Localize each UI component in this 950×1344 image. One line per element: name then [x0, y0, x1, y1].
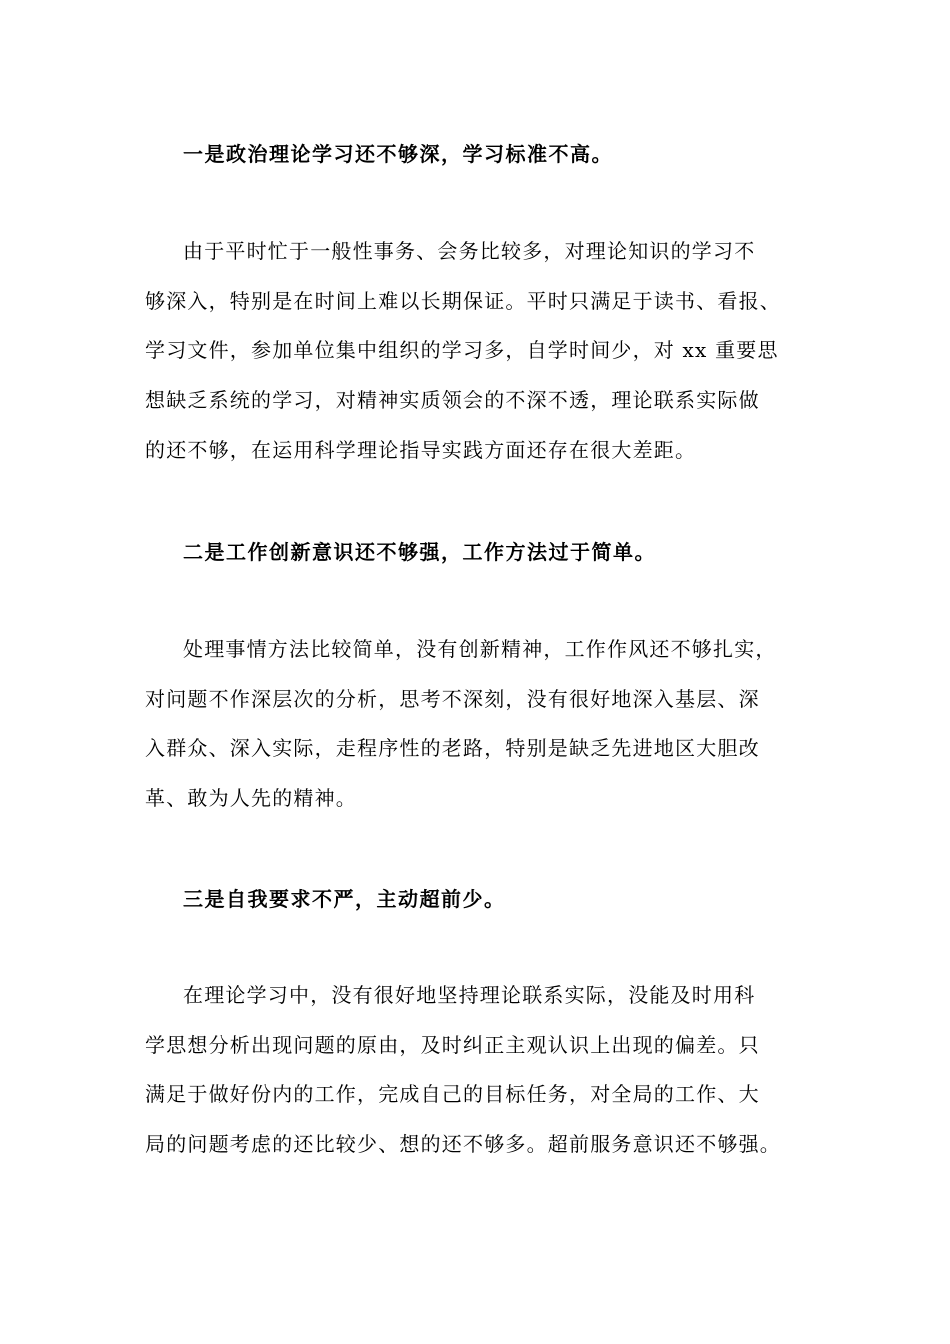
paragraph-line: 局的问题考虑的还比较少、想的还不够多。超前服务意识还不够强。 — [145, 1132, 781, 1157]
section-paragraph-2 — [145, 625, 845, 824]
paragraph-line: 满足于做好份内的工作，完成自己的目标任务，对全局的工作、大 — [145, 1082, 760, 1107]
section-heading-1: 一是政治理论学习还不够深，学习标准不高。 — [183, 142, 613, 166]
paragraph-line: 学习文件，参加单位集中组织的学习多，自学时间少，对 xx 重要思 — [145, 338, 779, 363]
paragraph-line: 想缺乏系统的学习，对精神实质领会的不深不透，理论联系实际做 — [145, 388, 760, 413]
paragraph-line: 革、敢为人先的精神。 — [145, 786, 357, 811]
section-paragraph-3 — [145, 971, 845, 1170]
paragraph-line: 的还不够，在运用科学理论指导实践方面还存在很大差距。 — [145, 437, 697, 462]
paragraph-line: 由于平时忙于一般性事务、会务比较多，对理论知识的学习不 — [183, 239, 756, 263]
paragraph-line: 学思想分析出现问题的原由，及时纠正主观认识上出现的偏差。只 — [145, 1032, 760, 1057]
section-heading-2: 二是工作创新意识还不够强，工作方法过于简单。 — [183, 540, 656, 564]
paragraph-line: 入群众、深入实际，走程序性的老路，特别是缺乏先进地区大胆改 — [145, 736, 760, 761]
section-heading-3: 三是自我要求不严，主动超前少。 — [183, 887, 506, 911]
paragraph-line: 处理事情方法比较简单，没有创新精神，工作作风还不够扎实， — [183, 637, 777, 661]
paragraph-line: 对问题不作深层次的分析，思考不深刻，没有很好地深入基层、深 — [145, 686, 760, 711]
section-paragraph-1 — [145, 227, 845, 475]
paragraph-line: 够深入，特别是在时间上难以长期保证。平时只满足于读书、看报、 — [145, 288, 781, 313]
paragraph-line: 在理论学习中，没有很好地坚持理论联系实际，没能及时用科 — [183, 983, 756, 1007]
